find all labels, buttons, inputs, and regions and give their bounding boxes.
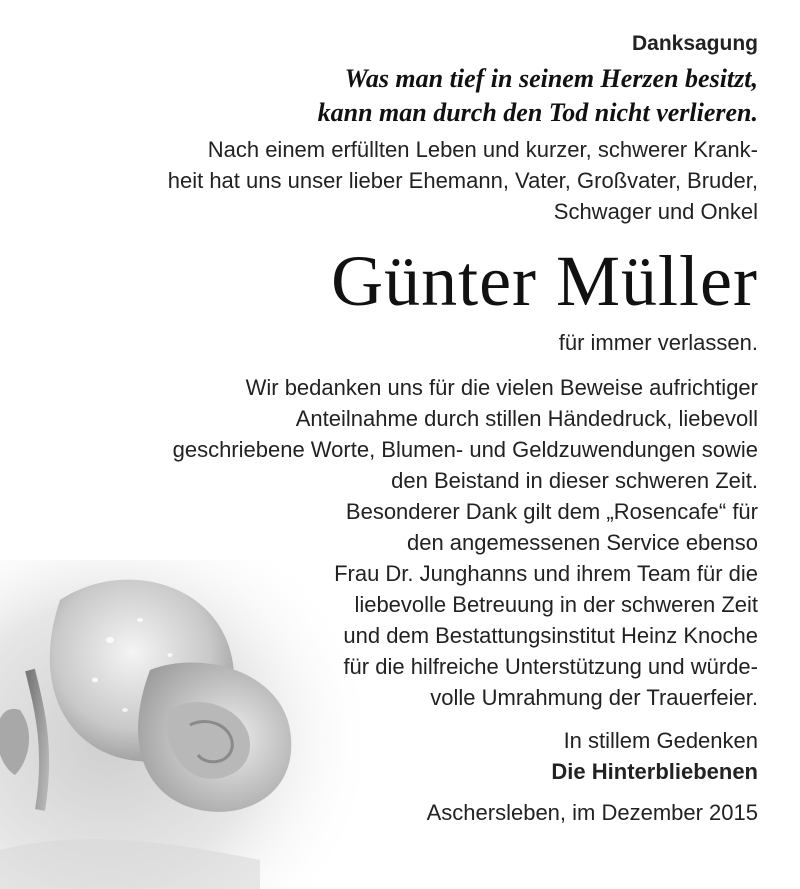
left-note: für immer verlassen.: [558, 330, 758, 355]
motto-line: Was man tief in seinem Herzen besitzt,: [344, 64, 758, 93]
motto-line: kann man durch den Tod nicht verlieren.: [317, 98, 758, 127]
thanks-line: und dem Bestattungsinstitut Heinz Knoche: [343, 623, 758, 648]
deceased-name: Günter Müller: [331, 241, 758, 321]
thanks-line: Frau Dr. Junghanns und ihrem Team für die: [334, 561, 758, 586]
intro-line: heit hat uns unser lieber Ehemann, Vater, Großvater, Bruder,: [167, 168, 758, 193]
intro-line: Nach einem erfüllten Leben und kurzer, schwerer Krank-: [207, 137, 758, 162]
intro-paragraph: [38, 134, 758, 227]
thanks-line: den Beistand in dieser schweren Zeit.: [391, 468, 758, 493]
thanks-line: Wir bedanken uns für die vielen Beweise aufrichtiger: [245, 375, 758, 400]
thanks-line: liebevolle Betreuung in der schweren Zeit: [354, 592, 758, 617]
thanks-paragraph: [38, 372, 758, 713]
thanks-line: den angemessenen Service ebenso: [406, 530, 758, 555]
notice-text: [38, 30, 758, 828]
intro-line: Schwager und Onkel: [553, 199, 758, 224]
thanks-line: Besonderer Dank gilt dem „Rosencafe“ für: [345, 499, 758, 524]
closing-phrase: In stillem Gedenken: [563, 728, 758, 753]
thanks-line: volle Umrahmung der Trauerfeier.: [430, 685, 758, 710]
signature: Die Hinterbliebenen: [551, 759, 758, 784]
notice-heading: Danksagung: [631, 32, 758, 55]
motto-quote: [38, 62, 758, 130]
place-date: Aschersleben, im Dezember 2015: [426, 800, 758, 825]
thanks-line: Anteilnahme durch stillen Händedruck, liebevoll: [295, 406, 758, 431]
thanks-line: für die hilfreiche Unterstützung und würde-: [343, 654, 758, 679]
thanks-line: geschriebene Worte, Blumen- und Geldzuwendungen sowie: [172, 437, 758, 462]
